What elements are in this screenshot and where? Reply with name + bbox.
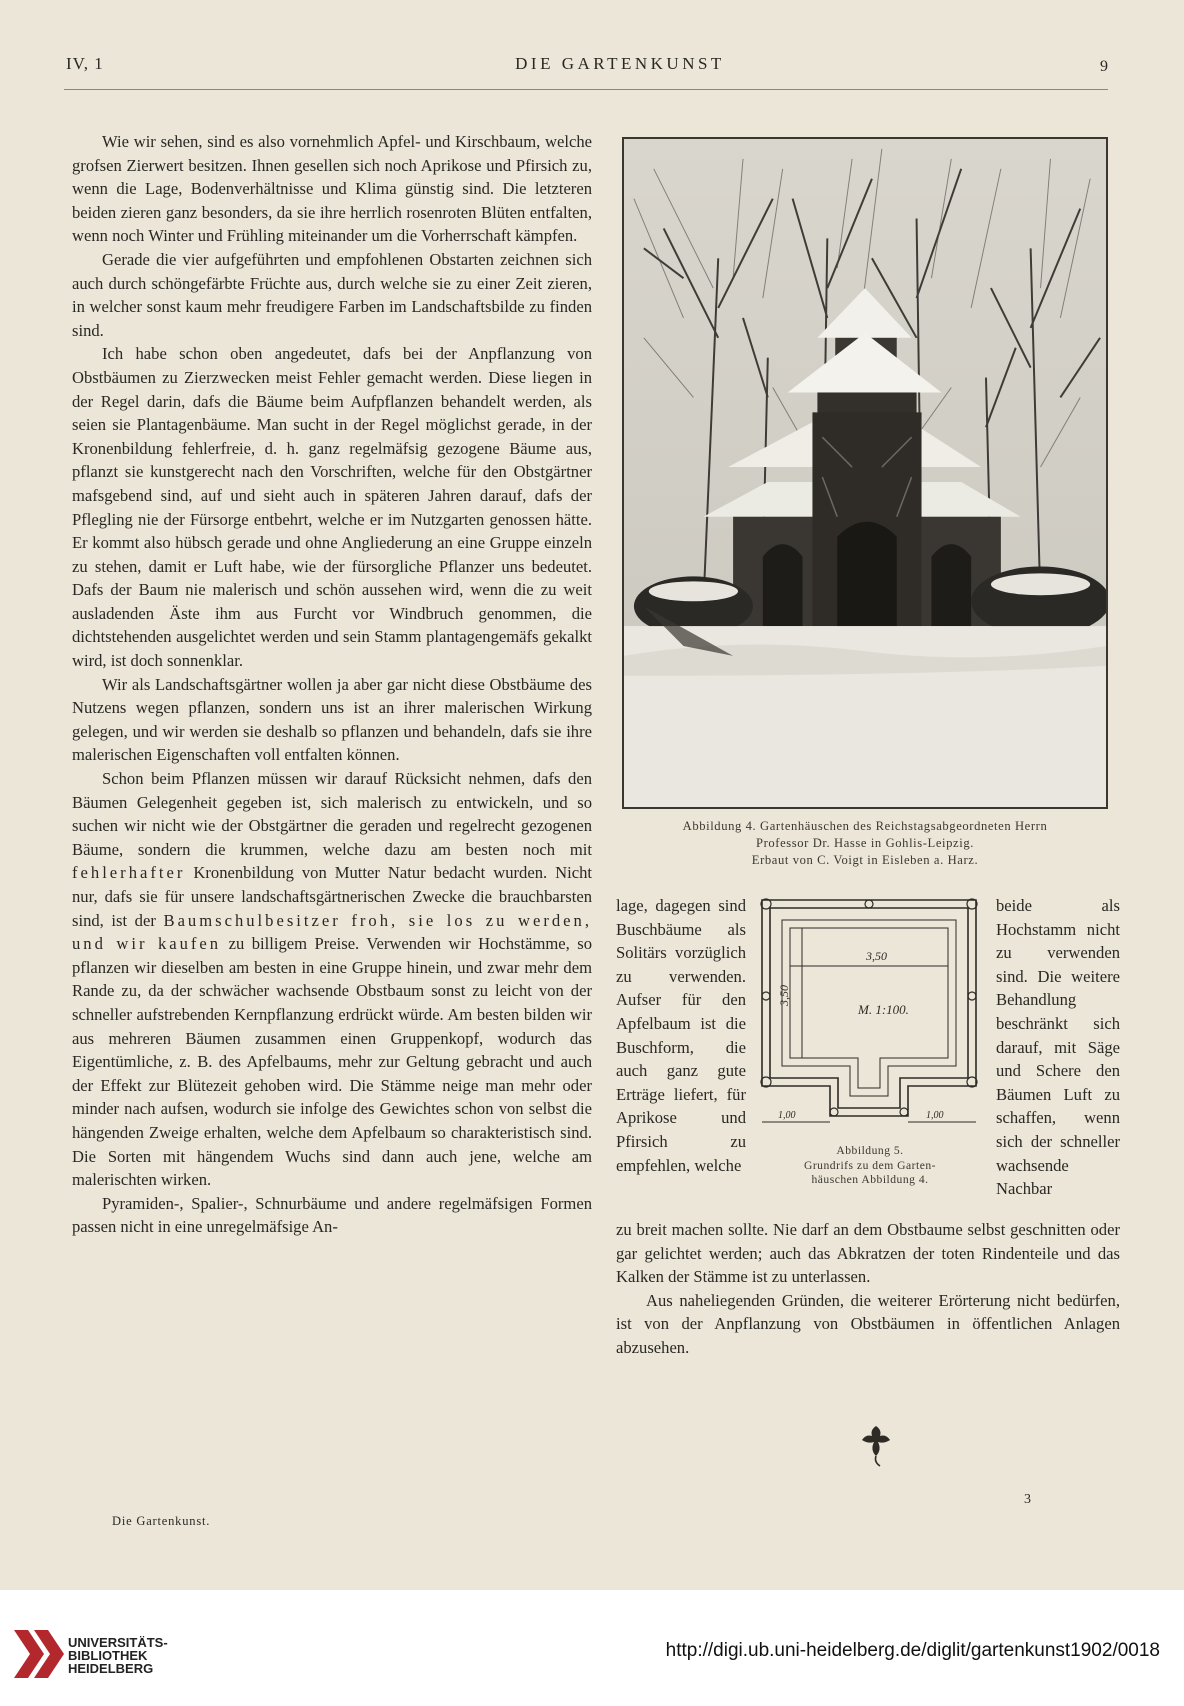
paragraph: Gerade die vier aufgeführten und empfohlenen Obstarten zeichnen sich auch durch schöngefärbte Früchte aus, durch welche sie zu einer Zeit zieren, in welcher sonst kaum mehr freudigere Farben im Landschaftsbilde zu finden sind. (72, 249, 592, 340)
text-run: Schon beim Pflanzen müssen wir darauf Rücksicht nehmen, dafs den Bäumen Gelegenheit gegeben ist, sich malerisch zu entwickeln, und so suchen wir nicht wie der Obstgärtner die geraden und regelrecht gezogenen Bäume, sondern die krummen, welche dazu am besten noch mit (72, 769, 592, 859)
page-number: 9 (1100, 58, 1108, 75)
paragraph: Wie wir sehen, sind es also vornehmlich Apfel- und Kirschbaum, welche grofsen Zierwert besitzen. Ihnen gesellen sich noch Aprikose und Pfirsich zu, wenn die Lage, Bodenverhältnisse und Klima günstig sind. Die letzteren beiden zieren ganz besonders, da sie ihre herrlich rosenroten Blüten entfalten, wenn noch Winter und Frühling miteinander um die Vorherrschaft kämpfen. (72, 132, 592, 246)
figure4-caption (622, 818, 1108, 869)
floor-plan-drawing (758, 896, 980, 1130)
paragraph: Ich habe schon oben angedeutet, dafs bei der Anpflanzung von Obstbäumen zu Zierzwecken meist Fehler gemacht werden. Diese liegen in der Regel darin, dafs die Bäume beim Aufpflanzen behandelt werden, als seien sie Plantagenbäume. Man sucht in der Regel möglichst gerade, in der Kronenbildung fehlerfreie, d. h. ganz regelmäfsig gezogene Bäume aus, pflanzt sie kunstgerecht nach den Vorschriften, welche für den Obstgärtner mafsgebend sind, auf und sieht auch in späteren Jahren darauf, dafs der Pflegling nie der Fürsorge entbehrt, welche er im Nutzgarten genossen hätte. Er kommt also hübsch gerade und ohne Angliederung an eine Gruppe einzeln zu stehen, damit er Luft habe, wie der fürsorgliche Pflanzer uns bedeutet. Dafs der Baum nie malerisch und schön aussehen wird, wenn die zu weit ausladenden Äste ihm aus Furcht vor Windbruch genommen, die dichtstehenden ausgelichtet werden und sein Stamm plantagengemäfs gekalkt wird, ist doch sonnenklar. (72, 344, 592, 671)
library-name-line: BIBLIOTHEK (68, 1648, 148, 1663)
spaced-emphasis: fehlerhafter (72, 863, 186, 883)
winter-garden-house-image (624, 139, 1106, 807)
paragraph: Aus naheliegenden Gründen, die weiterer Erörterung nicht bedürfen, ist von der Anpflanzung von Obstbäumen in öffentlichen Anlagen abzusehen. (616, 1290, 1120, 1357)
caption-line: Professor Dr. Hasse in Gohlis-Leipzig. (756, 836, 974, 850)
signature-number: 3 (1024, 1492, 1031, 1507)
dimension-height: 3,50 (777, 985, 791, 1006)
journal-title: DIE GARTENKUNST (515, 54, 725, 73)
text-run: zu billigem Preise. Verwenden wir Hochstämme, so pflanzen wir dieselben am besten in eine Gruppe hinein, und zwar mehr dem Rande zu, da der schwächer wachsende Obstbaum sonst zu leicht von der schneller aufstrebenden Kernpflanzung erdrückt würde. Am besten bilden wir aus mehreren Bäumen zusammen einen Gruppenkopf, wodurch das Eigentümliche, z. B. des Apfelbaums, mehr zur Geltung gebracht und auch der Effekt zur Blütezeit gehoben wird. Die Stämme neige man mehr oder minder nach aufsen, wodurch sie infolge des Gewichtes schon von selbst die hängenden Zweige erhalten, welche dem Apfelbaum so charakteristisch sind. Die Sorten mit hängendem Wuchs sind dann auch jene, welche am malerischten wirken. (72, 934, 592, 1190)
caption-line: häuschen Abbildung 4. (811, 1173, 929, 1186)
paragraph: Wir als Landschaftsgärtner wollen ja aber gar nicht diese Obstbäume des Nutzens wegen pflanzen, sondern uns ist an ihrer malerischen Wirkung gelegen, und wir werden sie deshalb so pflanzen und behandeln, dafs sie ihre malerischen Eigenschaften voll entfalten können. (72, 674, 592, 765)
paragraph (72, 767, 592, 1192)
dimension-width: 3,50 (866, 949, 887, 963)
library-footer (0, 1590, 1184, 1706)
text-run: Kronenbildung von Mutter Natur bedacht wurden. Nicht nur, dafs sie für unsere landschaftsgärtnerischen Zwecke die brauchbarsten sind, ist der (72, 863, 592, 930)
caption-line: Grundrifs zu dem Garten- (803, 1158, 937, 1172)
caption-line: Abbildung 5. (836, 1144, 904, 1157)
right-column-bottom (616, 1218, 1120, 1360)
dimension-left: 1,00 (778, 1110, 796, 1121)
caption-line: Erbaut von C. Voigt in Eisleben a. Harz. (751, 853, 979, 867)
university-library-logo[interactable] (14, 1630, 64, 1678)
header-rule (64, 89, 1108, 90)
plan-scale: M. 1:100. (858, 1002, 909, 1017)
library-name (68, 1636, 168, 1675)
library-name-line: HEIDELBERG (68, 1661, 154, 1676)
left-column (72, 130, 592, 1239)
leaf-ornament-icon (856, 1422, 896, 1468)
spaced-emphasis: Baumschulbesitzer froh, sie los zu werden, und wir kaufen (72, 910, 592, 954)
permalink-url[interactable]: http://digi.ub.uni-heidelberg.de/diglit/gartenkunst1902/0018 (665, 1640, 1160, 1661)
library-name-line: UNIVERSITÄTS- (68, 1635, 168, 1650)
volume-label: IV, 1 (66, 54, 104, 73)
wrap-text-left: lage, dagegen sind Buschbäume als Solitärs vorzüglich zu verwenden. Aufser für den Apfelbaum ist die Buschform, die auch ganz gute Erträge liefert, für Aprikose und Pfirsich zu empfehlen, welche (616, 896, 746, 1175)
caption-line: Abbildung 4. Gartenhäuschen des Reichstagsabgeordneten Herrn (682, 819, 1048, 833)
signature-mark: Die Gartenkunst. (112, 1514, 211, 1528)
paragraph-continued: zu breit machen sollte. Nie darf an dem Obstbaume selbst geschnitten oder gar gelichtet werden; auch das Abkratzen der toten Rindenteile und das Kalken der Stämme ist zu unterlassen. (616, 1220, 1120, 1287)
figure5-caption (760, 1144, 980, 1188)
paragraph: Pyramiden-, Spalier-, Schnurbäume und andere regelmäfsigen Formen passen nicht in eine unregelmäfsige An- (72, 1193, 592, 1237)
wrap-text-right: beide als Hochstamm nicht zu verwenden sind. Die weitere Behandlung beschränkt sich darauf, mit Säge und Schere den Bäumen Luft zu schaffen, wenn sich der schneller wachsende Nachbar (996, 896, 1120, 1199)
dimension-right: 1,00 (926, 1110, 944, 1121)
garden-house-photo (622, 137, 1108, 809)
